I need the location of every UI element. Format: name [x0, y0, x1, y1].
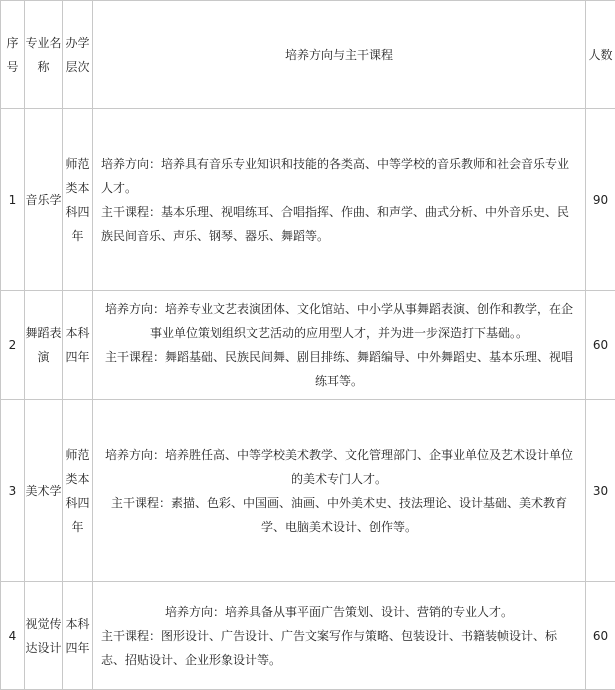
row-seq: 3 [1, 400, 25, 582]
row-direction: 培养方向：培养专业文艺表演团体、文化馆站、中小学从事舞蹈表演、创作和教学，在企事业单位策划组织文艺活动的应用型人才，并为进一步深造打下基础。。 [104, 302, 573, 340]
row-count: 30 [586, 400, 615, 582]
row-major: 音乐学 [25, 109, 63, 291]
row-direction-cell [93, 582, 586, 690]
row-level: 师范类本科四年 [63, 109, 93, 291]
row-major: 视觉传达设计 [25, 582, 63, 690]
row-courses: 主干课程：素描、色彩、中国画、油画、中外美术史、技法理论、设计基础、美术教育学、电脑美术设计、创作等。 [110, 495, 567, 534]
table-row [1, 400, 615, 582]
header-level: 办学层次 [63, 1, 93, 109]
row-count: 60 [586, 291, 615, 400]
row-direction: 培养方向：培养具备从事平面广告策划、设计、营销的专业人才。 [164, 604, 513, 619]
row-direction-cell [93, 109, 586, 291]
row-level: 师范类本科四年 [63, 400, 93, 582]
header-major: 专业名称 [25, 1, 63, 109]
row-direction-cell [93, 291, 586, 400]
header-row [1, 1, 615, 109]
row-level: 本科四年 [63, 582, 93, 690]
row-count: 90 [586, 109, 615, 291]
row-direction: 培养方向：培养胜任高、中等学校美术教学、文化管理部门、企事业单位及艺术设计单位的美术专门人才。 [104, 447, 573, 486]
table-row [1, 291, 615, 400]
row-seq: 1 [1, 109, 25, 291]
row-courses: 主干课程：图形设计、广告设计、广告文案写作与策略、包装设计、书籍装帧设计、标志、招贴设计、企业形象设计等。 [101, 628, 558, 667]
table-row [1, 109, 615, 291]
row-count: 60 [586, 582, 615, 690]
header-direction: 培养方向与主干课程 [93, 1, 586, 109]
header-count: 人数 [586, 1, 615, 109]
row-direction-cell [93, 400, 586, 582]
row-seq: 4 [1, 582, 25, 690]
row-direction: 培养方向：培养具有音乐专业知识和技能的各类高、中等学校的音乐教师和社会音乐专业人才。 [101, 156, 570, 195]
row-major: 美术学 [25, 400, 63, 582]
header-seq: 序号 [1, 1, 25, 109]
row-seq: 2 [1, 291, 25, 400]
row-level: 本科四年 [63, 291, 93, 400]
row-courses: 主干课程：舞蹈基础、民族民间舞、剧目排练、舞蹈编导、中外舞蹈史、基本乐理、视唱练耳等。 [104, 350, 573, 388]
table-row [1, 582, 615, 690]
row-courses: 主干课程：基本乐理、视唱练耳、合唱指挥、作曲、和声学、曲式分析、中外音乐史、民族民间音乐、声乐、钢琴、器乐、舞蹈等。 [101, 204, 570, 243]
row-major: 舞蹈表演 [25, 291, 63, 400]
